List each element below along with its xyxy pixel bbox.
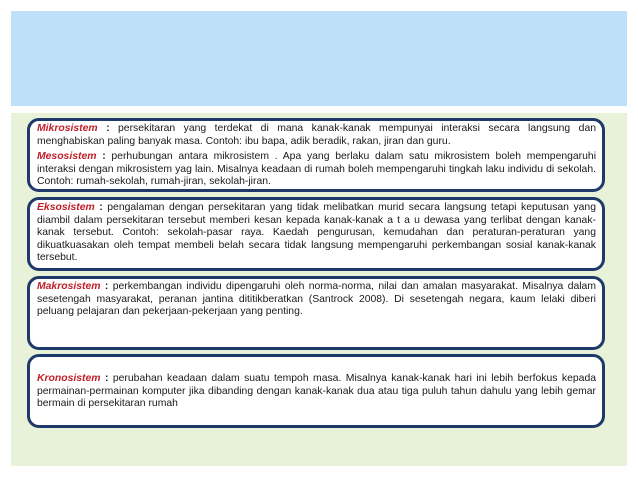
makrosistem-definition: perkembangan individu dipengaruhi oleh norma-norma, nilai dan amalan masyarakat. Misalnya dalam sesetengah masyarakat, peranan jantina dititikberatkan (Santrock 2008). Di sesetengah negara, kaum lelaki diberi peluang pelajaran dan pekerjaan-pekerjaan yang penting. <box>37 281 596 318</box>
eksosistem-box <box>27 197 605 271</box>
mikrosistem-definition: persekitaran yang terdekat di mana kanak-kanak mempunyai interaksi secara langsung dan menghabiskan paling banyak masa. Contoh: ibu bapa, adik beradik, rakan, jiran dan guru. <box>37 123 597 147</box>
makrosistem-paragraph <box>37 281 596 319</box>
kronosistem-colon: : <box>100 373 113 384</box>
mikrosistem-mesosistem-box <box>27 118 605 192</box>
mesosistem-definition: perhubungan antara mikrosistem . Apa yang berlaku dalam satu mikrosistem boleh mempengaruhi interaksi dengan mikrosistem yag lain. Misalnya keadaan di rumah boleh mempengaruhi tingkah laku individu di sekolah. Contoh: rumah-sekolah, rumah-jiran, sekolah-jiran. <box>37 151 597 188</box>
mikrosistem-term: Mikrosistem <box>37 123 98 134</box>
eksosistem-term: Eksosistem <box>37 202 95 213</box>
kronosistem-box <box>27 354 605 428</box>
mesosistem-term: Mesosistem <box>37 151 97 163</box>
mikrosistem-paragraph <box>37 123 596 148</box>
eksosistem-paragraph <box>37 202 596 265</box>
mesosistem-paragraph <box>37 151 596 189</box>
eksosistem-definition: pengalaman dengan persekitaran yang tidak melibatkan murid secara langsung tetapi keputusan yang diambil dalam persekitaran tersebut memberi kesan kepada kanak-kanak a t a u dewasa yang terlibat dengan kanak-kanak tersebut. Contoh: sekolah-pasar raya. Kaedah pengurusan, kemudahan dan peraturan-peraturan yang dikuatkuasakan oleh tempat membeli belah secara tidak langsung mempengaruhi perkembangan sosial kanak-kanak tersebut. <box>37 202 596 264</box>
eksosistem-colon: : <box>94 202 108 213</box>
kronosistem-definition: perubahan keadaan dalam suatu tempoh masa. Misalnya kanak-kanak hari ini lebih berfokus kepada permainan-permainan komputer jika dibanding dengan kanak-kanak dua atau tiga puluh tahun dahulu yang lebih gemar bermain di persekitaran rumah <box>37 373 597 410</box>
header-band <box>11 11 627 106</box>
makrosistem-colon: : <box>100 281 113 292</box>
makrosistem-term: Makrosistem <box>37 281 101 292</box>
kronosistem-term: Kronosistem <box>37 373 101 384</box>
mesosistem-colon: : <box>96 151 112 163</box>
kronosistem-paragraph <box>37 373 596 411</box>
makrosistem-box <box>27 276 605 350</box>
mikrosistem-colon: : <box>97 123 119 134</box>
